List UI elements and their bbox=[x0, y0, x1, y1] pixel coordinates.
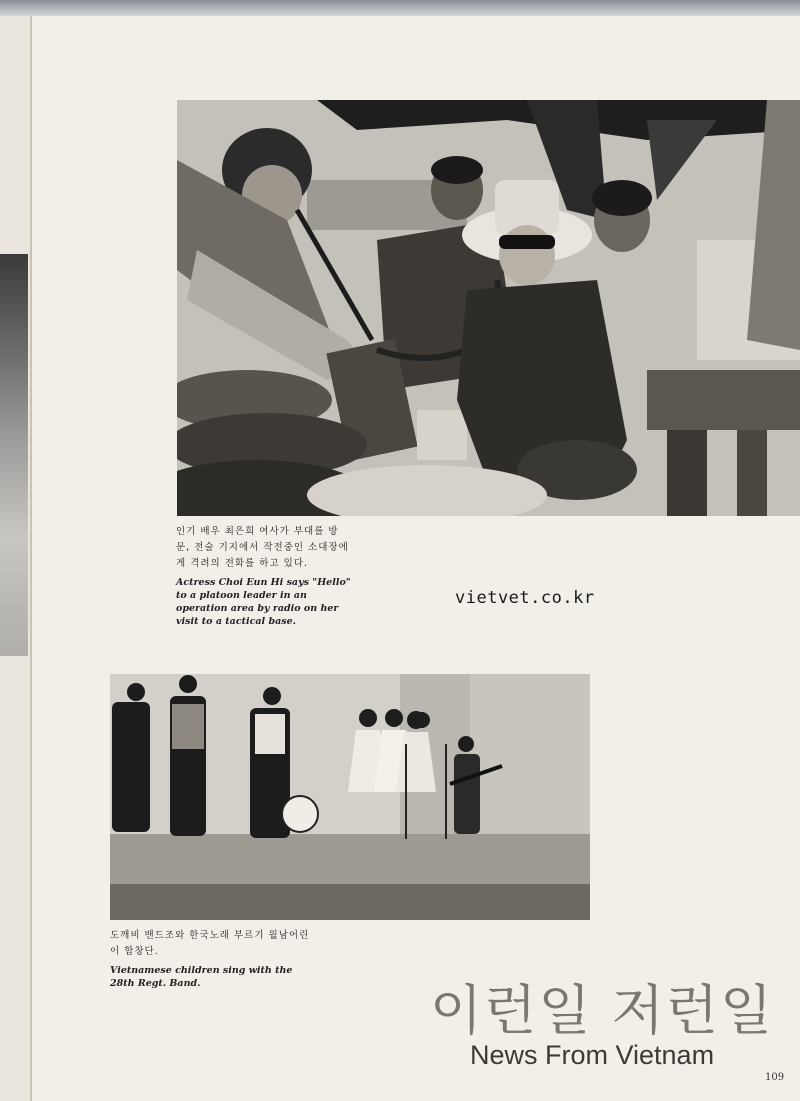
caption-children-korean: 도깨비 밴드조와 한국노래 부르기 월남어린이 합창단. bbox=[110, 930, 310, 957]
facing-page-edge bbox=[0, 16, 32, 1101]
caption-children-english: Vietnamese children sing with the 28th Regt. Band. bbox=[110, 965, 293, 989]
caption-actress-english: Actress Choi Eun Hi says "Hello" to a platoon leader in an operation area by radio on her visit to a tactical base. bbox=[176, 577, 351, 627]
caption-children bbox=[110, 928, 310, 990]
page-number: 109 bbox=[765, 1072, 785, 1083]
photo-children-choir-band bbox=[110, 674, 590, 920]
show-through-ghost-text bbox=[408, 56, 728, 92]
section-title-english: News From Vietnam bbox=[470, 1040, 715, 1070]
site-watermark: vietvet.co.kr bbox=[455, 588, 595, 608]
caption-actress bbox=[176, 524, 351, 628]
facing-page-photo-fragment bbox=[0, 254, 28, 656]
scanner-top-edge bbox=[0, 0, 800, 16]
caption-actress-korean: 인기 배우 최은희 여사가 부대를 방문, 전술 기지에서 작전중인 소대장에게 격려의 전화를 하고 있다. bbox=[176, 526, 349, 569]
photo-actress-radio bbox=[177, 100, 800, 516]
section-title-korean: 이런일 저런일 bbox=[430, 979, 775, 1042]
